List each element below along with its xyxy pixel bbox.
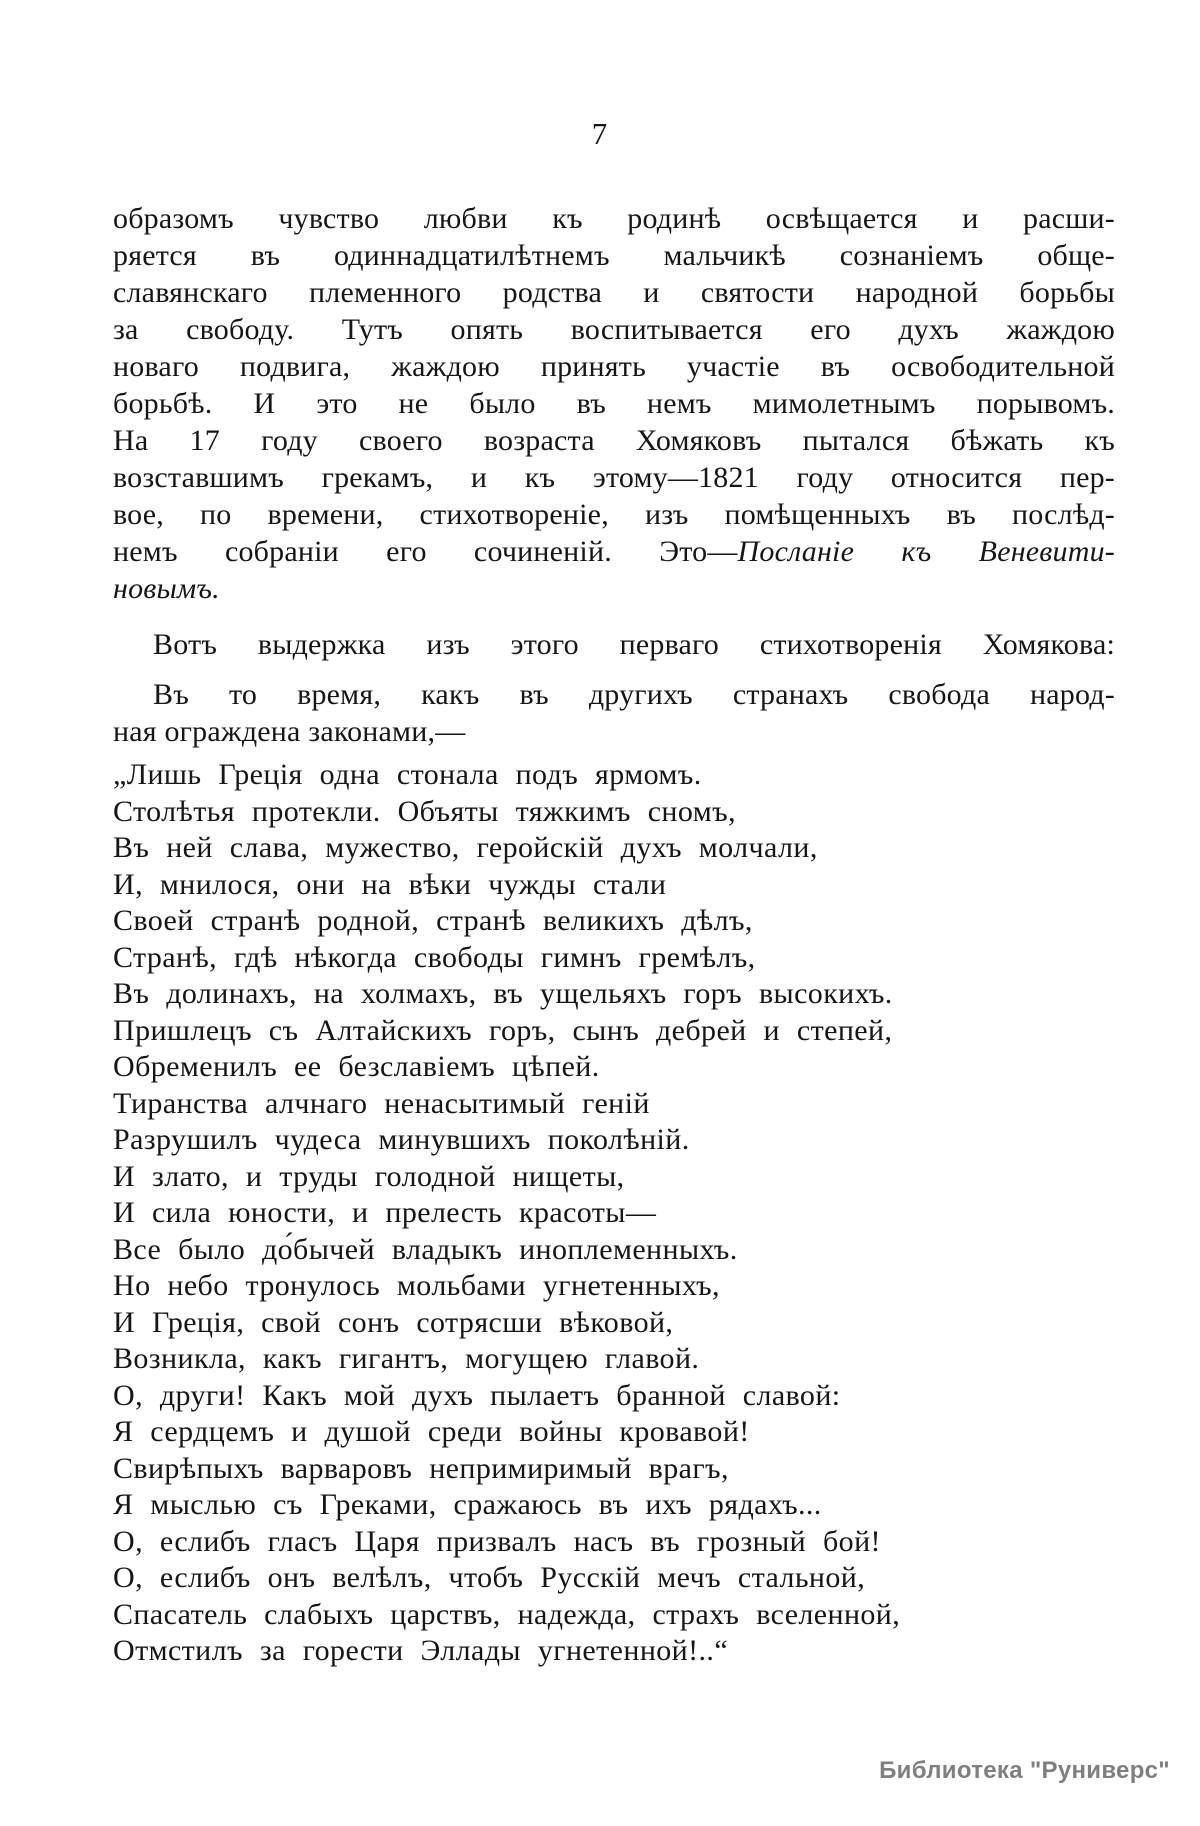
- poem-line: О, еслибъ онъ велѣлъ, чтобъ Русскій мечъ стальной,: [113, 1561, 866, 1594]
- poem-line: Я мыслью съ Греками, сражаюсь въ ихъ рядахъ...: [113, 1488, 822, 1521]
- poem-line: Но небо тронулось мольбами угнетенныхъ,: [113, 1269, 720, 1302]
- text-line: вое, по времени, стихотвореніе, изъ помѣщенныхъ въ послѣд-: [113, 498, 1115, 531]
- poem-line: Тиранства алчнаго ненасытимый геній: [113, 1086, 650, 1120]
- poem-line: „Лишь Греція одна стонала подъ ярмомъ.: [113, 758, 702, 791]
- poem-line: Обременилъ ее безславіемъ цѣпей.: [113, 1050, 600, 1083]
- poem-line: Столѣтья протекли. Объяты тяжкимъ сномъ,: [113, 794, 736, 828]
- poem-line: Возникла, какъ гигантъ, могущею главой.: [113, 1342, 700, 1375]
- poem-line: Я сердцемъ и душой среди войны кровавой!: [113, 1415, 750, 1448]
- poem-line: Странѣ, гдѣ нѣкогда свободы гимнъ гремѣлъ,: [113, 940, 756, 974]
- poem-line: И сила юности, и прелесть красоты—: [113, 1196, 657, 1229]
- excerpt-intro-line: Вотъ выдержка изъ этого перваго стихотворенія Хомякова:: [153, 628, 1115, 661]
- text-line: образомъ чувство любви къ родинѣ освѣщается и расши-: [113, 202, 1115, 235]
- poem-excerpt: [113, 757, 1115, 1670]
- text-line: славянскаго племенного родства и святости народной борьбы: [113, 276, 1115, 309]
- library-watermark: Библиотека "Руниверс": [879, 1757, 1170, 1784]
- paragraph-continuation: [113, 200, 1115, 533]
- poem-line: Своей странѣ родной, странѣ великихъ дѣлъ,: [113, 904, 753, 937]
- poem-line: Отмстилъ за горести Эллады угнетенной!..“: [113, 1634, 729, 1667]
- text-line: за свободу. Тутъ опять воспитывается его духъ жаждою: [113, 313, 1115, 346]
- poem-line: О, еслибъ гласъ Царя призвалъ насъ въ грозный бой!: [113, 1524, 881, 1558]
- text-block: [113, 200, 1115, 1670]
- text-line: борьбѣ. И это не было въ немъ мимолетнымъ порывомъ.: [113, 387, 1115, 420]
- poem-line: Въ ней слава, мужество, геройскій духъ молчали,: [113, 831, 818, 864]
- poem-line: И, мнилося, они на вѣки чужды стали: [113, 867, 667, 901]
- poem-line: И злато, и труды голодной нищеты,: [113, 1159, 625, 1193]
- quote-lead-line-1: Въ то время, какъ въ другихъ странахъ свобода народ-: [153, 678, 1115, 711]
- poem-line: Свирѣпыхъ варваровъ непримиримый врагъ,: [113, 1451, 729, 1485]
- text-line: возставшимъ грекамъ, и къ этому—1821 году относится пер-: [113, 461, 1115, 494]
- text-line-with-title: [113, 533, 1115, 570]
- text-line: На 17 году своего возраста Хомяковъ пытался бѣжать къ: [113, 424, 1115, 457]
- text-line: новаго подвига, жаждою принять участіе въ освободительной: [113, 350, 1115, 383]
- poem-line: Спасатель слабыхъ царствъ, надежда, страхъ вселенной,: [113, 1597, 901, 1631]
- quote-lead-line-2: ная ограждена законами,—: [113, 715, 466, 748]
- paragraph-last-line: новымъ.: [113, 572, 220, 605]
- poem-line: И Греція, свой сонъ сотрясши вѣковой,: [113, 1305, 674, 1339]
- text-line: ряется въ одиннадцатилѣтнемъ мальчикѣ сознаніемъ обще-: [113, 239, 1115, 272]
- poem-line: Пришлецъ съ Алтайскихъ горъ, сынъ дебрей и степей,: [113, 1013, 893, 1047]
- page-number: 7: [591, 116, 609, 151]
- quote-lead: [113, 676, 1115, 750]
- poem-line: Разрушилъ чудеса минувшихъ поколѣній.: [113, 1123, 690, 1156]
- poem-line: О, други! Какъ мой духъ пылаетъ бранной славой:: [113, 1378, 841, 1412]
- text-segment: немъ собраніи его сочиненій. Это—: [113, 535, 738, 568]
- poem-line: Въ долинахъ, на холмахъ, въ ущельяхъ горъ высокихъ.: [113, 977, 893, 1010]
- poem-line: Все было до́бычей владыкъ иноплеменныхъ.: [113, 1232, 738, 1266]
- book-title-segment: Посланіе къ Веневити-: [737, 535, 1115, 568]
